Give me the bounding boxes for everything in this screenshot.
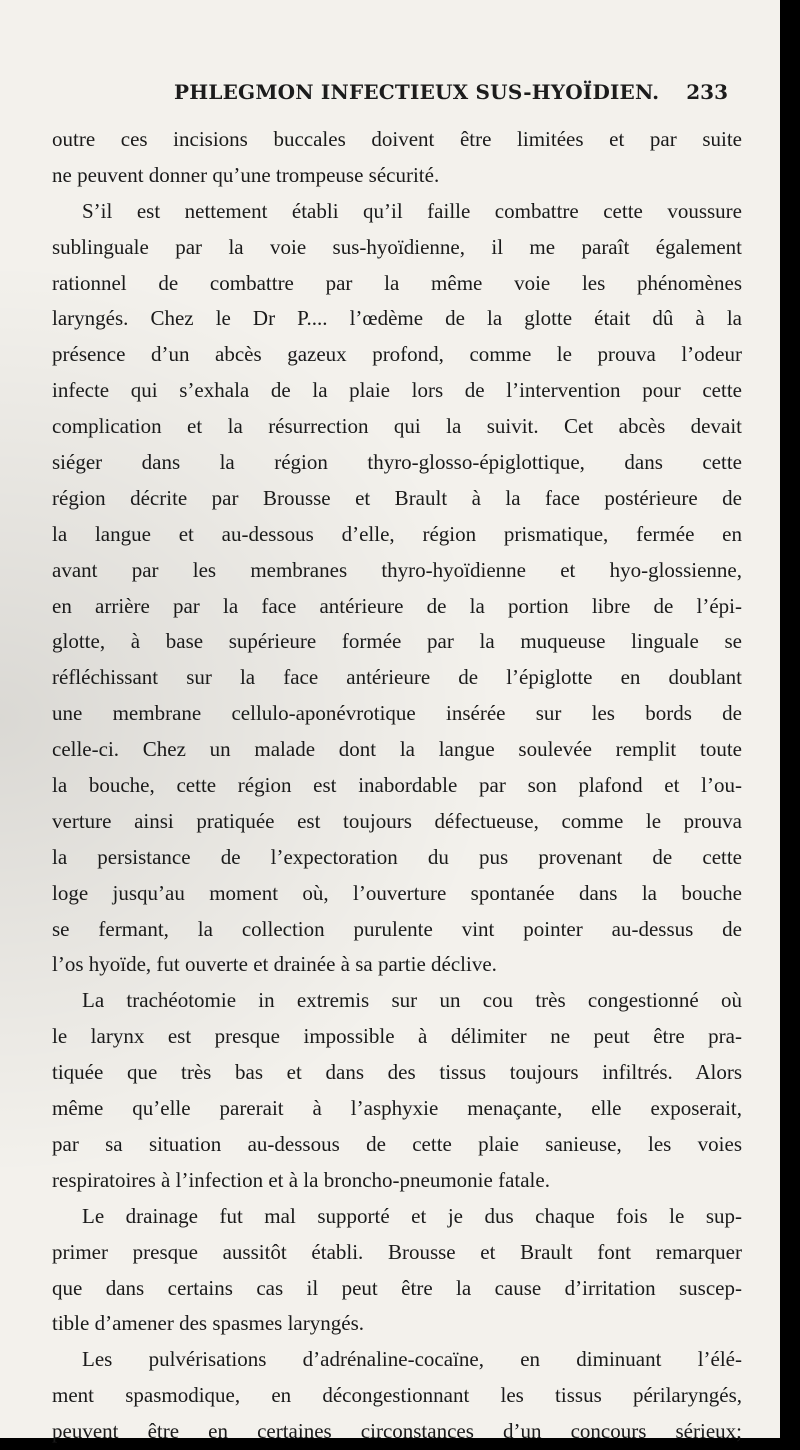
text-line: l’os hyoïde, fut ouverte et drainée à sa partie déclive. (52, 952, 497, 977)
text-line: primer presque aussitôt établi. Brousse et Brault font remarquer (52, 1239, 742, 1264)
text-line: présence d’un abcès gazeux profond, comme le prouva l’odeur (52, 342, 742, 367)
text-line: complication et la résurrection qui la suivit. Cet abcès devait (52, 414, 742, 439)
text-line: outre ces incisions buccales doivent être limitées et par suite (52, 127, 742, 151)
text-line: S’il est nettement établi qu’il faille combattre cette voussure (82, 198, 742, 223)
body-text (52, 122, 742, 1450)
text-line: rationnel de combattre par la même voie les phénomènes (52, 270, 742, 295)
text-line: région décrite par Brousse et Brault à la face postérieure de (52, 485, 742, 510)
text-line: même qu’elle parerait à l’asphyxie menaçante, elle exposerait, (52, 1096, 742, 1121)
text-line: glotte, à base supérieure formée par la muqueuse linguale se (52, 629, 742, 654)
text-line: peuvent être en certaines circonstances d’un concours sérieux; (52, 1419, 742, 1444)
text-line: respiratoires à l’infection et à la broncho-pneumonie fatale. (52, 1167, 550, 1192)
text-line: La trachéotomie in extremis sur un cou très congestionné où (82, 988, 742, 1013)
text-line: une membrane cellulo-aponévrotique insérée sur les bords de (52, 701, 742, 726)
text-line: tible d’amener des spasmes laryngés. (52, 1311, 364, 1336)
text-line: la bouche, cette région est inabordable par son plafond et l’ou- (52, 773, 742, 798)
text-line: le larynx est presque impossible à délimiter ne peut être pra- (52, 1024, 742, 1049)
text-line: tiquée que très bas et dans des tissus toujours infiltrés. Alors (52, 1060, 742, 1085)
text-line: réfléchissant sur la face antérieure de l’épiglotte en doublant (52, 665, 742, 690)
text-line: se fermant, la collection purulente vint pointer au-dessus de (52, 916, 742, 941)
text-line: avant par les membranes thyro-hyoïdienne et hyo-glossienne, (52, 557, 742, 582)
text-line: siéger dans la région thyro-glosso-épiglottique, dans cette (52, 450, 742, 475)
text-line: verture ainsi pratiquée est toujours défectueuse, comme le prouva (52, 808, 742, 833)
text-line: infecte qui s’exhala de la plaie lors de l’intervention pour cette (52, 378, 742, 403)
text-line: en arrière par la face antérieure de la portion libre de l’épi- (52, 593, 742, 618)
text-line: laryngés. Chez le Dr P.... l’œdème de la glotte était dû à la (52, 306, 742, 331)
text-line: celle-ci. Chez un malade dont la langue soulevée remplit toute (52, 737, 742, 762)
running-title: PHLEGMON INFECTIEUX SUS-HYOÏDIEN. (174, 80, 660, 104)
text-line: la persistance de l’expectoration du pus provenant de cette (52, 844, 742, 869)
page-number: 233 (686, 80, 728, 104)
text-line: que dans certains cas il peut être la cause d’irritation suscep- (52, 1275, 742, 1300)
text-line: ne peuvent donner qu’une trompeuse sécurité. (52, 162, 440, 187)
text-line: la langue et au-dessous d’elle, région prismatique, fermée en (52, 521, 742, 546)
text-line: Les pulvérisations d’adrénaline-cocaïne, en diminuant l’élé- (82, 1347, 742, 1372)
page-header (52, 80, 740, 106)
text-line: sublinguale par la voie sus-hyoïdienne, il me paraît également (52, 234, 742, 259)
text-line: ment spasmodique, en décongestionnant les tissus périlaryngés, (52, 1383, 742, 1408)
text-line: Le drainage fut mal supporté et je dus chaque fois le sup- (82, 1203, 742, 1228)
text-line: par sa situation au-dessous de cette plaie sanieuse, les voies (52, 1131, 742, 1156)
text-line: loge jusqu’au moment où, l’ouverture spontanée dans la bouche (52, 880, 742, 905)
